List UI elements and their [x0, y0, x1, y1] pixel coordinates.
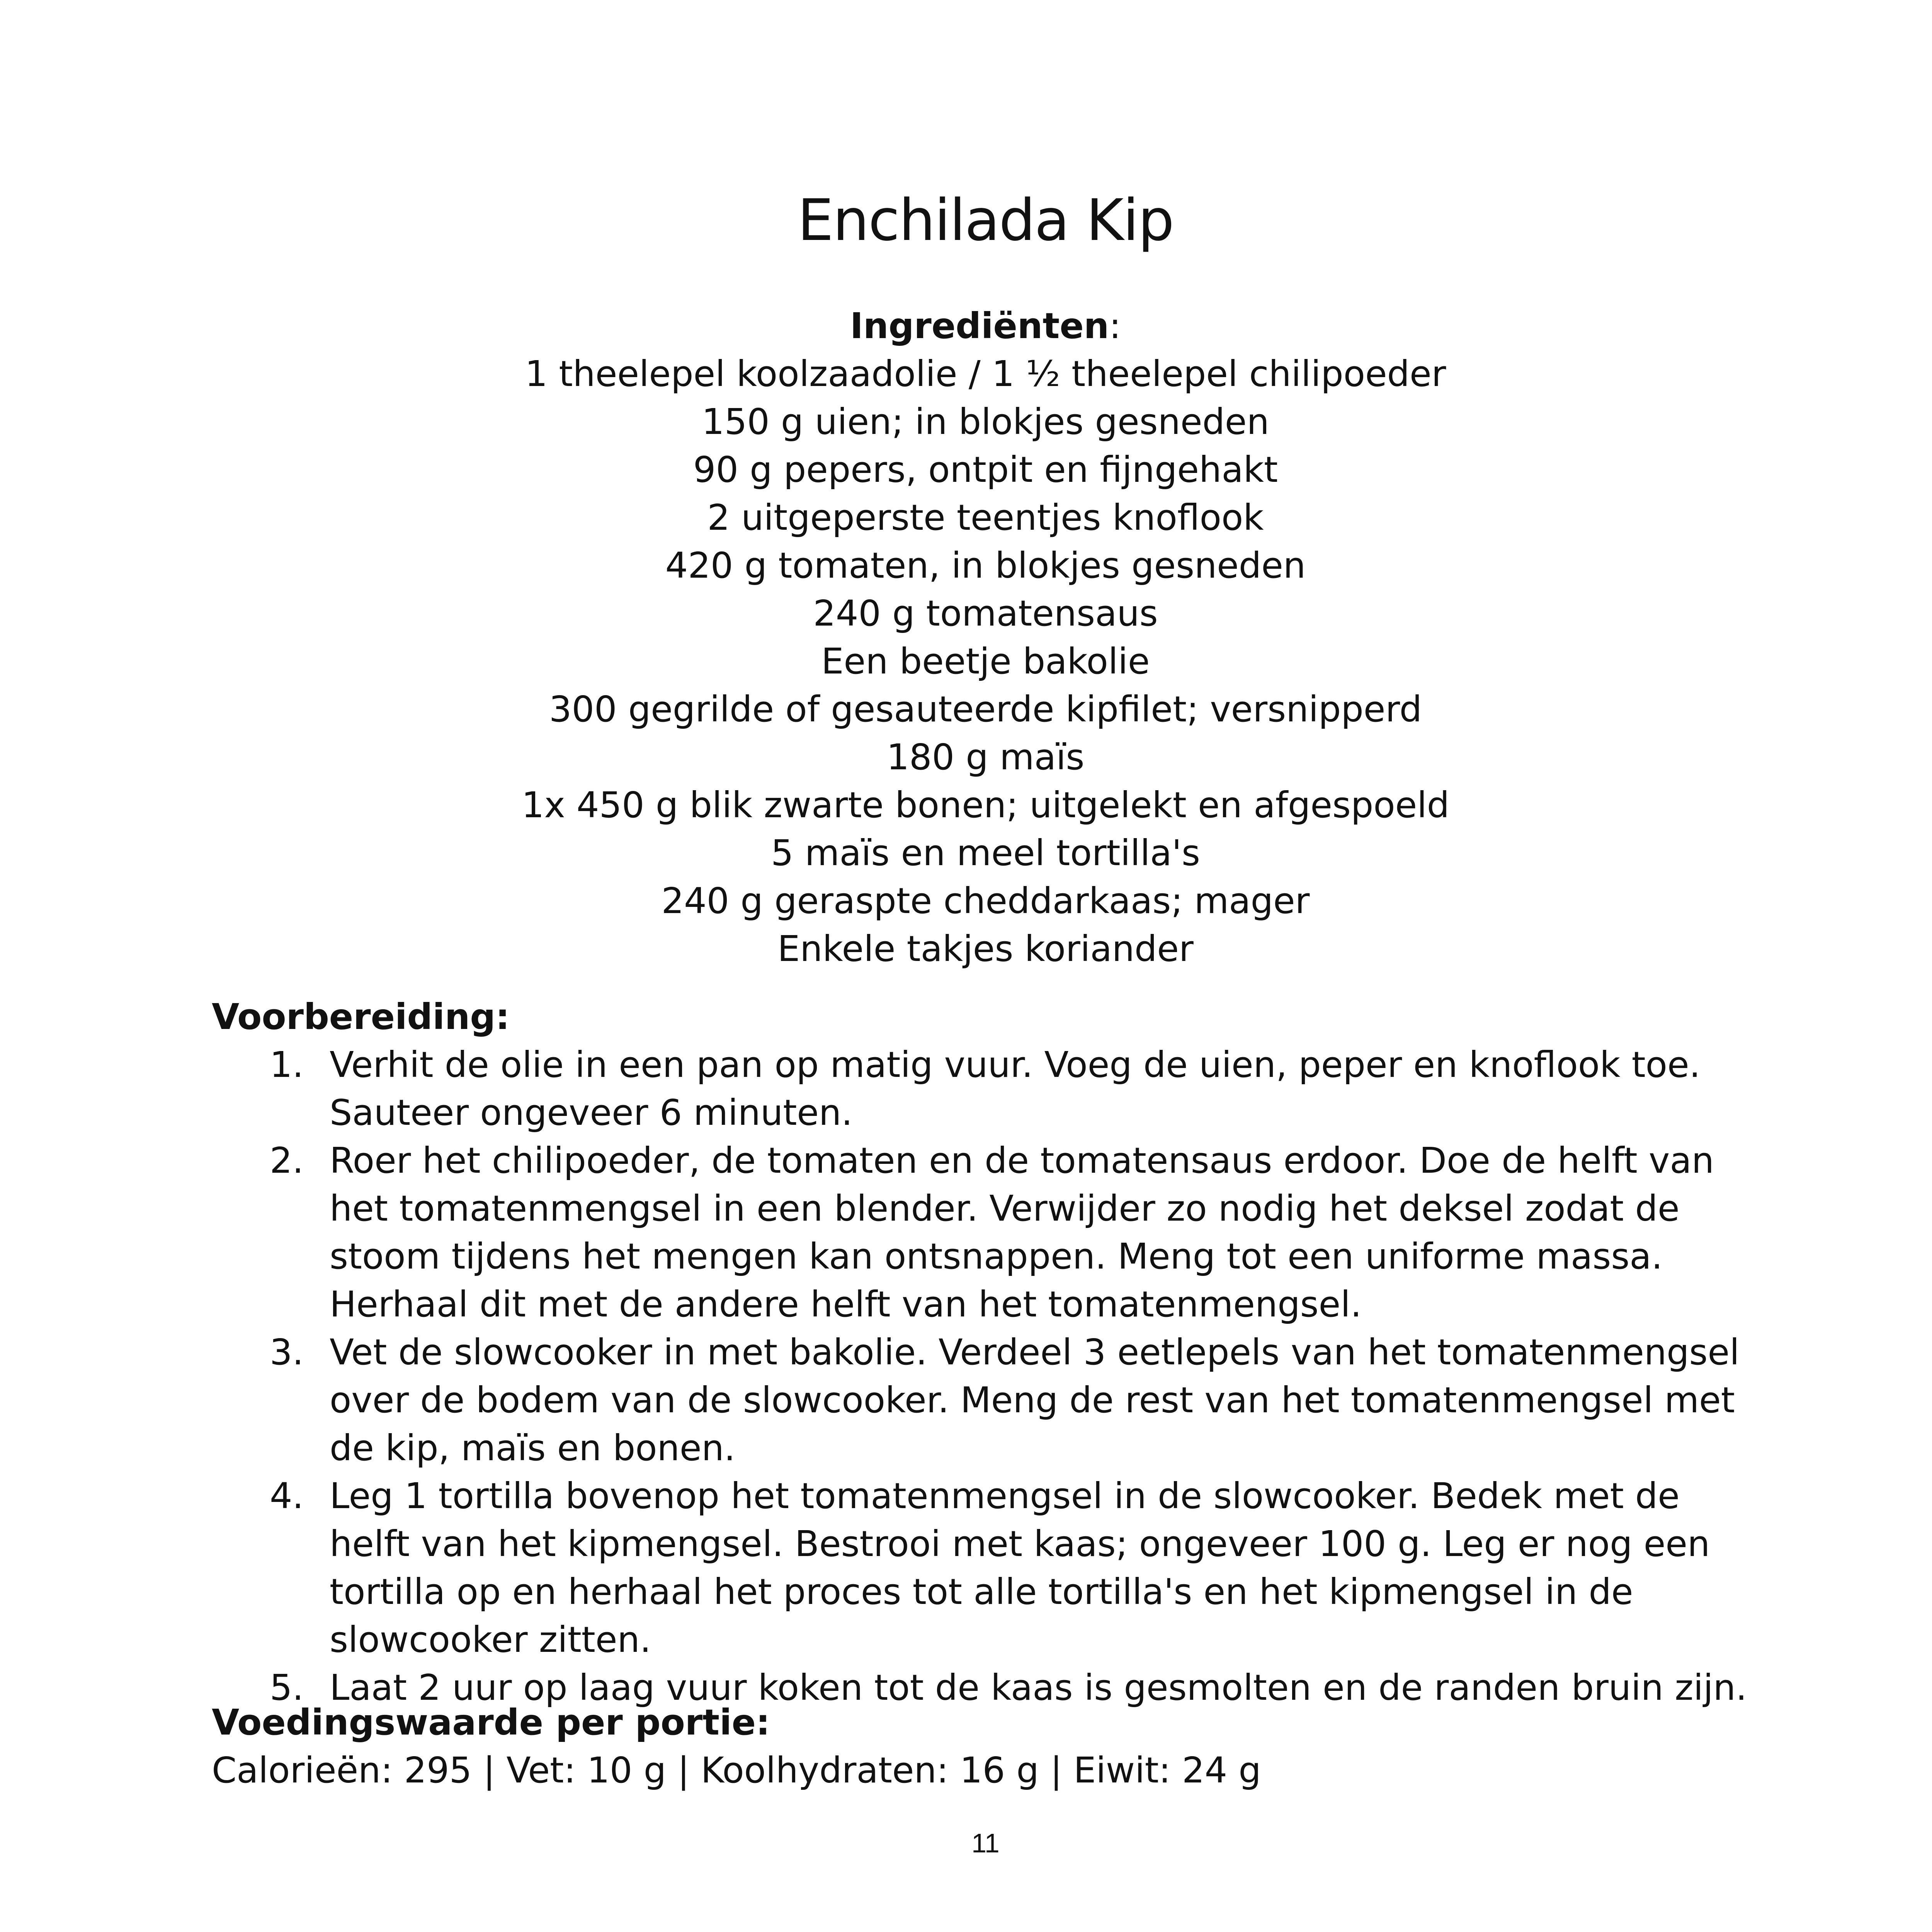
step-number: 3.: [270, 1332, 304, 1373]
nutrition-values: Calorieën: 295 | Vet: 10 g | Koolhydraten: 16 g | Eiwit: 24 g: [212, 1750, 1261, 1791]
step-text-line: Vet de slowcooker in met bakolie. Verdeel 3 eetlepels van het tomatenmengsel: [330, 1332, 1740, 1373]
step-text-line: Roer het chilipoeder, de tomaten en de tomatensaus erdoor. Doe de helft van: [330, 1140, 1714, 1181]
step-number: 4.: [270, 1475, 304, 1517]
ingredient-item: 90 g pepers, ontpit en fijngehakt: [693, 449, 1278, 490]
step-text-line: over de bodem van de slowcooker. Meng de rest van het tomatenmengsel met: [330, 1379, 1735, 1421]
preparation-heading: Voorbereiding:: [212, 996, 510, 1037]
step-text-line: Verhit de olie in een pan op matig vuur. Voeg de uien, peper en knoflook toe.: [330, 1044, 1701, 1085]
ingredient-item: Enkele takjes koriander: [777, 928, 1194, 969]
ingredient-item: 420 g tomaten, in blokjes gesneden: [665, 545, 1306, 586]
step-text-line: slowcooker zitten.: [330, 1619, 651, 1660]
step-text-line: Leg 1 tortilla bovenop het tomatenmengsel in de slowcooker. Bedek met de: [330, 1475, 1680, 1517]
ingredients-heading-label: Ingrediënten: [850, 305, 1109, 347]
nutrition-heading: Voedingswaarde per portie:: [212, 1702, 770, 1743]
ingredient-item: 150 g uien; in blokjes gesneden: [702, 401, 1269, 442]
ingredient-item: 240 g geraspte cheddarkaas; mager: [661, 880, 1310, 922]
page-number: 11: [971, 1828, 1000, 1858]
step-number: 5.: [270, 1667, 304, 1708]
step-text-line: Sauteer ongeveer 6 minuten.: [330, 1092, 853, 1133]
step-text-line: helft van het kipmengsel. Bestrooi met kaas; ongeveer 100 g. Leg er nog een: [330, 1523, 1710, 1565]
step-text-line: Herhaal dit met de andere helft van het tomatenmengsel.: [330, 1284, 1362, 1325]
ingredient-item: 1 theelepel koolzaadolie / 1 ½ theelepel chilipoeder: [525, 353, 1446, 395]
step-number: 2.: [270, 1140, 304, 1181]
preparation-step: [212, 1137, 1873, 1328]
step-number: 1.: [270, 1044, 304, 1085]
preparation-step: [212, 1328, 1873, 1472]
step-text-line: tortilla op en herhaal het proces tot alle tortilla's en het kipmengsel in de: [330, 1571, 1633, 1612]
step-text-line: de kip, maïs en bonen.: [330, 1427, 736, 1469]
preparation-steps: [212, 1041, 1873, 1712]
ingredient-item: 1x 450 g blik zwarte bonen; uitgelekt en afgespoeld: [521, 784, 1450, 826]
ingredients-heading: [0, 302, 1932, 350]
ingredients-section: [0, 302, 1932, 973]
ingredient-item: 2 uitgeperste teentjes knoflook: [707, 497, 1264, 538]
ingredient-item: 240 g tomatensaus: [813, 593, 1158, 634]
preparation-step: [212, 1472, 1873, 1664]
ingredient-item: 300 gegrilde of gesauteerde kipfilet; versnipperd: [549, 689, 1422, 730]
preparation-step: [212, 1041, 1873, 1137]
ingredient-item: Een beetje bakolie: [821, 641, 1150, 682]
ingredient-item: 180 g maïs: [886, 736, 1085, 778]
ingredients-heading-colon: :: [1109, 305, 1121, 347]
step-text-line: Laat 2 uur op laag vuur koken tot de kaas is gesmolten en de randen bruin zijn.: [330, 1667, 1747, 1708]
recipe-title: Enchilada Kip: [797, 187, 1174, 253]
step-text-line: stoom tijdens het mengen kan ontsnappen. Meng tot een uniforme massa.: [330, 1236, 1663, 1277]
step-text-line: het tomatenmengsel in een blender. Verwijder zo nodig het deksel zodat de: [330, 1188, 1680, 1229]
ingredient-item: 5 maïs en meel tortilla's: [771, 832, 1200, 874]
